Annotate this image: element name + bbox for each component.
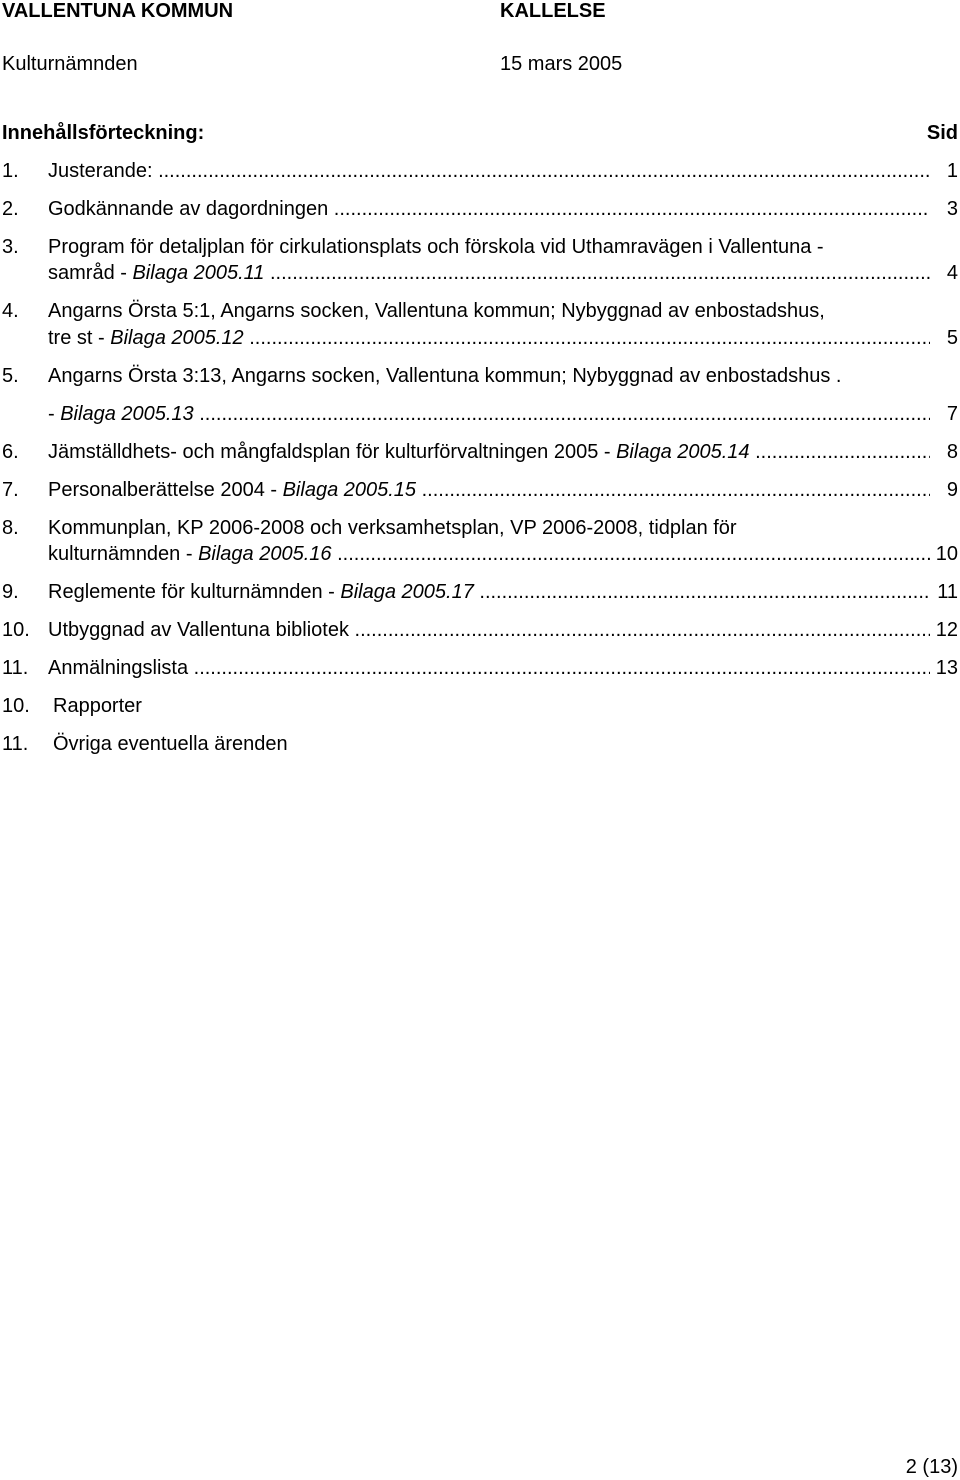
toc-item[interactable] xyxy=(0,733,960,759)
toc-item-number: 2. xyxy=(2,198,19,220)
toc-item-continuation[interactable] xyxy=(0,403,960,429)
toc-item-page: 10 xyxy=(935,543,958,565)
toc-item[interactable] xyxy=(0,365,960,391)
toc-item-continuation[interactable] xyxy=(0,543,960,569)
toc-item-page: 11 xyxy=(937,581,958,603)
toc-item-number: 10. xyxy=(2,695,30,717)
toc-item-number: 9. xyxy=(2,581,19,603)
toc-heading: Innehållsförteckning: xyxy=(2,122,205,144)
toc-item-page: 12 xyxy=(935,619,958,641)
page-indicator: 2 (13) xyxy=(905,1456,958,1478)
toc-item-text: Jämställdhets- och mångfaldsplan för kulturförvaltningen 2005 - Bilaga 2005.14 ..... xyxy=(48,441,930,464)
toc-page-column-label: Sid xyxy=(926,122,958,144)
toc-item-number: 4. xyxy=(2,300,19,322)
document-date: 15 mars 2005 xyxy=(500,53,623,75)
toc-item-text: Justerande: ..... xyxy=(48,160,930,183)
toc-item-page: 13 xyxy=(935,657,958,679)
toc-heading-row xyxy=(0,122,960,150)
toc-item-page: 7 xyxy=(946,403,958,425)
toc-item-text: Utbyggnad av Vallentuna bibliotek ..... xyxy=(48,619,930,642)
toc-item-text-line1: Angarns Örsta 3:13, Angarns socken, Vallentuna kommun; Nybyggnad av enbostadshus . xyxy=(48,365,842,387)
toc-item-number: 7. xyxy=(2,479,19,501)
toc-item-number: 10. xyxy=(2,619,30,641)
toc-item[interactable] xyxy=(0,236,960,262)
toc-item[interactable] xyxy=(0,581,960,607)
toc-item[interactable] xyxy=(0,695,960,721)
toc-item[interactable] xyxy=(0,657,960,683)
toc-item-number: 8. xyxy=(2,517,19,539)
toc-item[interactable] xyxy=(0,517,960,543)
toc-item-number: 6. xyxy=(2,441,19,463)
toc-item[interactable] xyxy=(0,479,960,505)
toc-item-number: 11. xyxy=(2,657,29,679)
toc-item-page: 5 xyxy=(946,327,958,349)
toc-item-text: Anmälningslista ..... xyxy=(48,657,930,680)
toc-item[interactable] xyxy=(0,619,960,645)
toc-item[interactable] xyxy=(0,198,960,224)
toc-item-text-line2: - Bilaga 2005.13 ..... xyxy=(48,403,930,426)
toc-item[interactable] xyxy=(0,441,960,467)
toc-item-text: Godkännande av dagordningen ..... xyxy=(48,198,930,221)
committee-name: Kulturnämnden xyxy=(2,53,138,75)
toc-item-number: 1. xyxy=(2,160,19,182)
toc-item-number: 11. xyxy=(2,733,29,755)
toc-item-page: 4 xyxy=(946,262,958,284)
toc-item-page: 1 xyxy=(946,160,958,182)
document-type: KALLELSE xyxy=(500,0,606,22)
toc-item-text: Rapporter xyxy=(53,695,142,717)
toc-item-number: 5. xyxy=(2,365,19,387)
toc-item-text-line1: Program för detaljplan för cirkulationsplats och förskola vid Uthamravägen i Vallentuna - xyxy=(48,236,824,258)
toc-item-page: 8 xyxy=(946,441,958,463)
toc-item[interactable] xyxy=(0,160,960,186)
toc-item-text: Övriga eventuella ärenden xyxy=(53,733,288,755)
toc-item-text-line2: kulturnämnden - Bilaga 2005.16 ..... xyxy=(48,543,930,566)
toc-item-text-line2: tre st - Bilaga 2005.12 ..... xyxy=(48,327,930,350)
toc-item-text: Reglemente för kulturnämnden - Bilaga 2005.17 ..... xyxy=(48,581,930,604)
toc-item-page: 3 xyxy=(946,198,958,220)
toc-item-continuation[interactable] xyxy=(0,327,960,353)
toc-item-text-line1: Kommunplan, KP 2006-2008 och verksamhetsplan, VP 2006-2008, tidplan för xyxy=(48,517,737,539)
toc-item-text-line2: samråd - Bilaga 2005.11 ..... xyxy=(48,262,930,285)
toc-item[interactable] xyxy=(0,300,960,326)
toc-item-page: 9 xyxy=(946,479,958,501)
toc-item-continuation[interactable] xyxy=(0,262,960,288)
toc-item-number: 3. xyxy=(2,236,19,258)
toc-item-text-line1: Angarns Örsta 5:1, Angarns socken, Vallentuna kommun; Nybyggnad av enbostadshus, xyxy=(48,300,825,322)
toc-item-text: Personalberättelse 2004 - Bilaga 2005.15 ..... xyxy=(48,479,930,502)
org-name: VALLENTUNA KOMMUN xyxy=(2,0,234,22)
